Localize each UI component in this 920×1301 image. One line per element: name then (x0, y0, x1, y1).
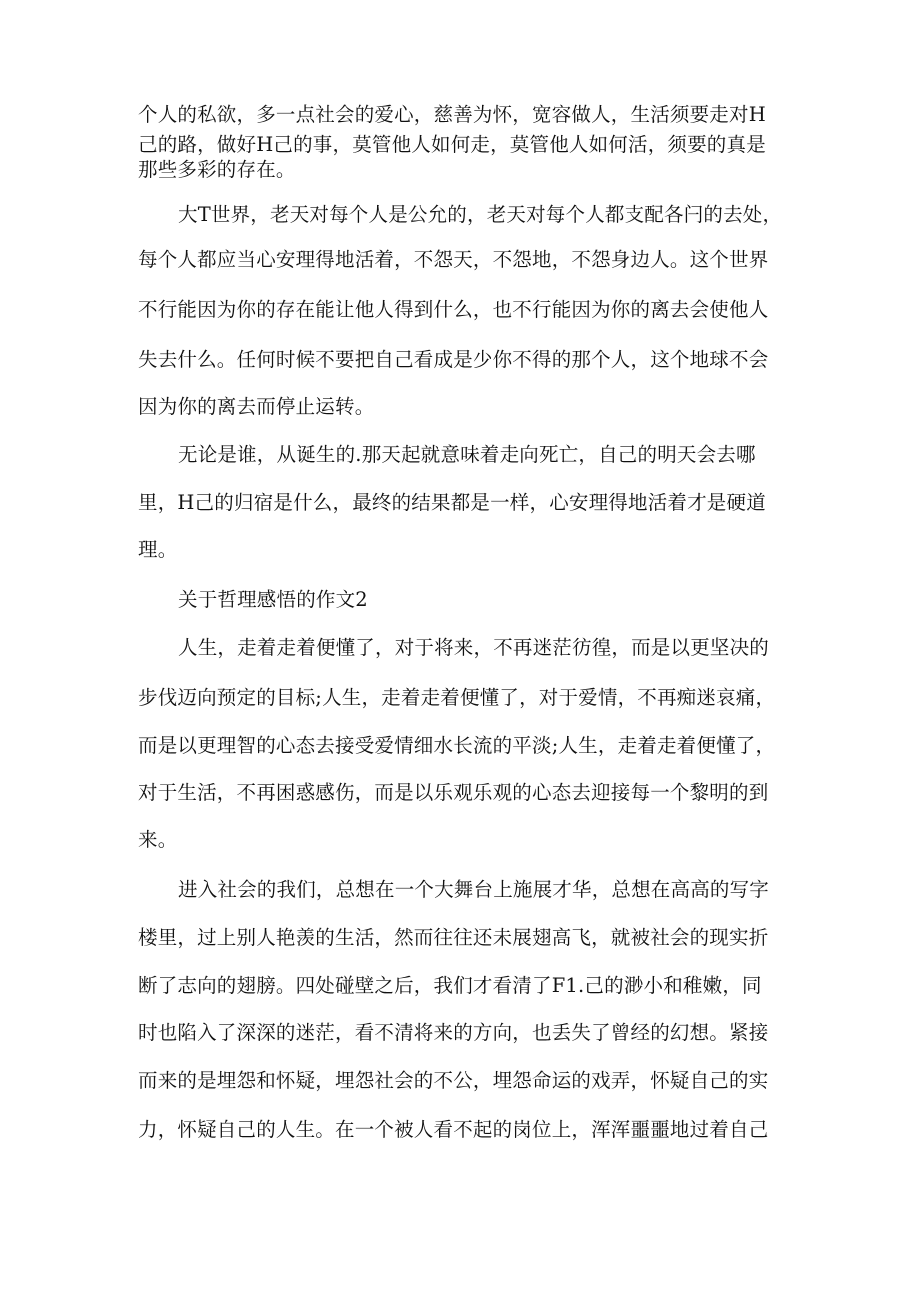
text-line: 而是以更理智的心态去接受爱情细水长流的平淡;人生，走着走着便懂了， (138, 734, 776, 757)
text-line: 因为你的离去而停止运转。 (138, 395, 375, 418)
text-line: 楼里，过上别人艳羡的生活，然而往往还未展翅高飞，就被社会的现实折 (138, 926, 769, 949)
text-line: 个人的私欲，多一点社会的爱心，慈善为怀，宽容做人，生活须要走对H (138, 103, 766, 126)
text-line: 对于生活，不再困惑感伤，而是以乐观乐观的心态去迎接每一个黎明的到 (138, 781, 769, 804)
text-line: 己的路，做好H己的事，莫管他人如何走，莫管他人如何活，须要的真是 (138, 133, 766, 156)
text-line: 失去什么。任何时候不要把自己看成是少你不得的那个人，这个地球不会 (138, 348, 769, 371)
text-line: 大T世界，老天对每个人是公允的，老天对每个人都支配各闩的去处， (178, 203, 783, 226)
text-line: 来。 (138, 828, 178, 851)
text-line: 步伐迈向预定的目标;人生，走着走着便懂了，对于爱情，不再痴迷哀痛， (138, 686, 776, 709)
section-heading: 关于哲理感悟的作文2 (178, 588, 368, 611)
text-line: 进入社会的我们，总想在一个大舞台上施展才华，总想在高高的写字 (178, 878, 770, 901)
text-line: 里，H己的归宿是什么，最终的结果都是一样，心安理得地活着才是硬道 (138, 491, 766, 514)
text-line: 无论是谁，从诞生的.那天起就意味着走向死亡，自己的明天会去哪 (178, 443, 756, 466)
text-line: 时也陷入了深深的迷茫，看不清将来的方向，也丢失了曾经的幻想。紧接 (138, 1021, 769, 1044)
text-line: 不行能因为你的存在能让他人得到什么，也不行能因为你的离去会使他人 (138, 298, 769, 321)
text-line: 每个人都应当心安理得地活着，不怨天，不怨地，不怨身边人。这个世界 (138, 248, 769, 271)
text-line: 那些多彩的存在。 (138, 158, 296, 181)
text-line: 而来的是埋怨和怀疑，埋怨社会的不公，埋怨命运的戏弄，怀疑自己的实 (138, 1069, 769, 1092)
text-line: 人生，走着走着便懂了，对于将来，不再迷茫彷徨，而是以更坚决的 (178, 636, 770, 659)
text-line: 力，怀疑自己的人生。在一个被人看不起的岗位上，浑浑噩噩地过着自己 (138, 1118, 769, 1141)
text-line: 断了志向的翅膀。四处碰壁之后，我们才看清了F1.己的渺小和稚嫩，同 (138, 974, 762, 997)
text-line: 理。 (138, 538, 178, 561)
